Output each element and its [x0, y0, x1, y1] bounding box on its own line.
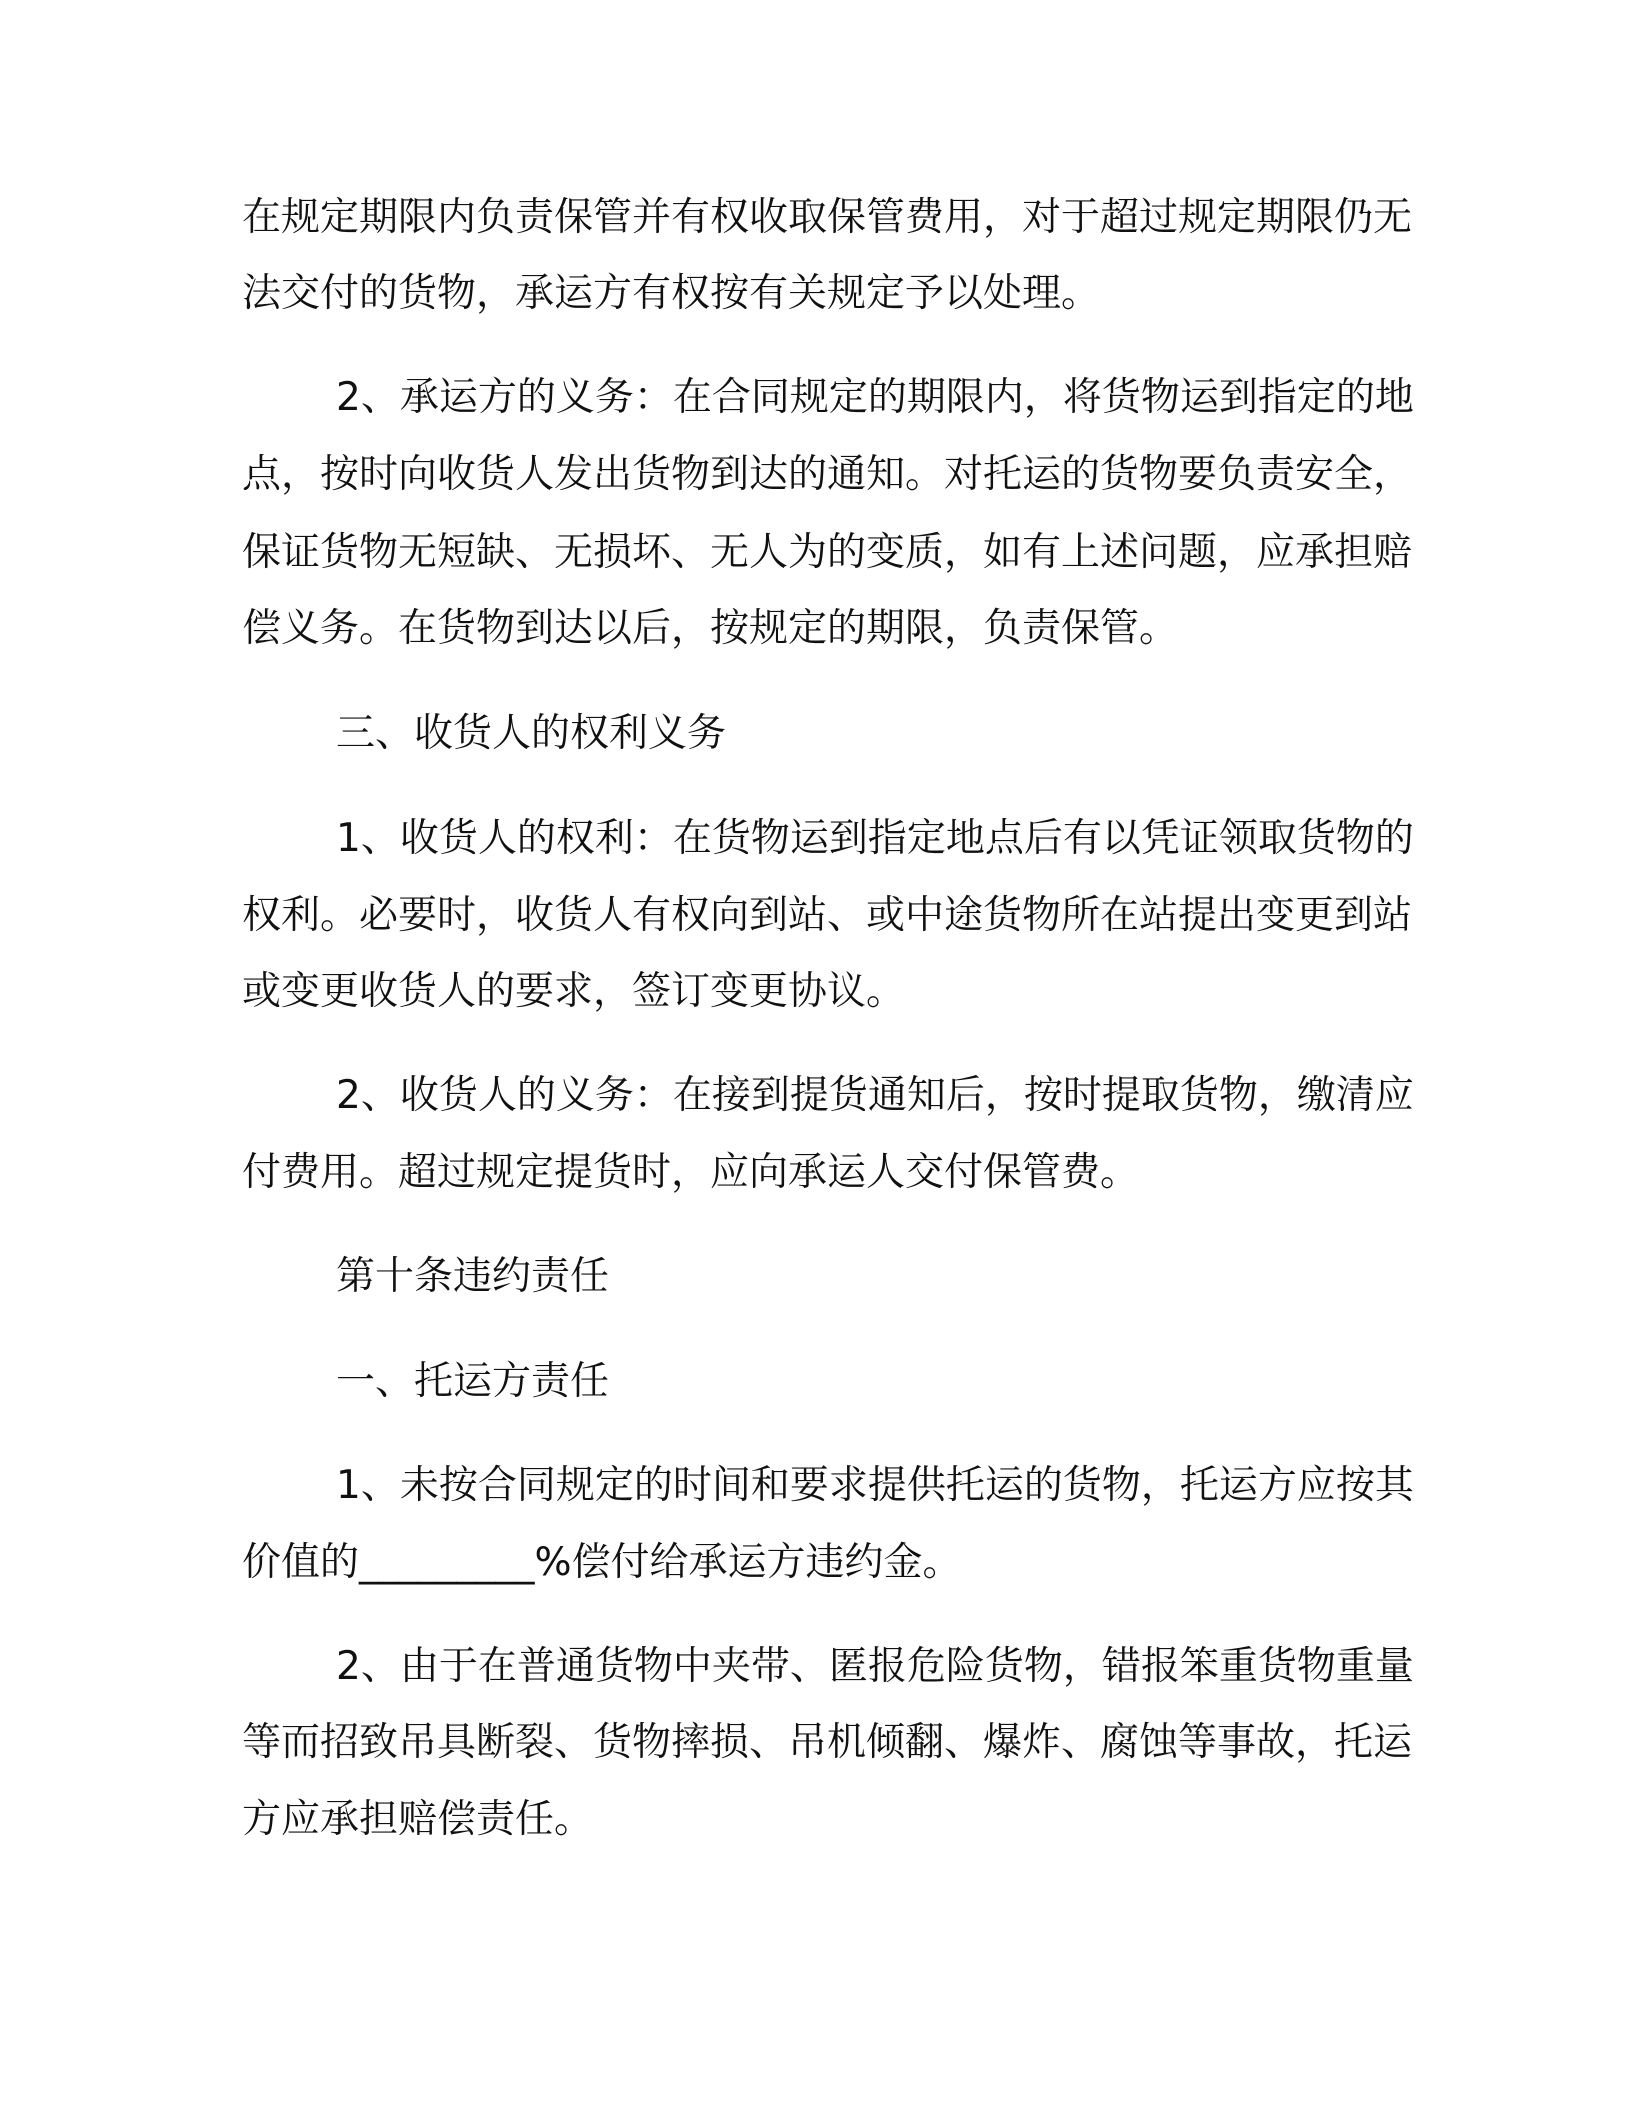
section-heading: 三、收货人的权利义务 [336, 711, 727, 756]
text-line: 或变更收货人的要求，签订变更协议。 [242, 969, 906, 1014]
text-line: 法交付的货物，承运方有权按有关规定予以处理。 [242, 271, 1101, 316]
text-line: 1、未按合同规定的时间和要求提供托运的货物，托运方应按其 [336, 1463, 1414, 1508]
section-heading: 一、托运方责任 [336, 1359, 610, 1404]
text-line: 偿义务。在货物到达以后，按规定的期限，负责保管。 [242, 606, 1179, 651]
article-heading: 第十条违约责任 [336, 1254, 610, 1299]
text-line: 2、承运方的义务：在合同规定的期限内，将货物运到指定的地 [336, 375, 1414, 420]
text-line: 方应承担赔偿责任。 [242, 1797, 594, 1842]
text-line: 在规定期限内负责保管并有权收取保管费用，对于超过规定期限仍无 [242, 195, 1413, 240]
text-line: 等而招致吊具断裂、货物摔损、吊机倾翻、爆炸、腐蚀等事故，托运 [242, 1720, 1413, 1765]
text-line: 2、由于在普通货物中夹带、匿报危险货物，错报笨重货物重量 [336, 1644, 1414, 1689]
text-line: 2、收货人的义务：在接到提货通知后，按时提取货物，缴清应 [336, 1073, 1414, 1118]
text-line: 1、收货人的权利：在货物运到指定地点后有以凭证领取货物的 [336, 816, 1414, 861]
text-line: 保证货物无短缺、无损坏、无人为的变质，如有上述问题，应承担赔 [242, 530, 1413, 575]
text-line: 付费用。超过规定提货时，应向承运人交付保管费。 [242, 1150, 1140, 1195]
text-line: 权利。必要时，收货人有权向到站、或中途货物所在站提出变更到站 [242, 893, 1413, 938]
text-line: 点，按时向收货人发出货物到达的通知。对托运的货物要负责安全， [242, 452, 1413, 497]
text-line: 价值的_________%偿付给承运方违约金。 [242, 1540, 962, 1585]
